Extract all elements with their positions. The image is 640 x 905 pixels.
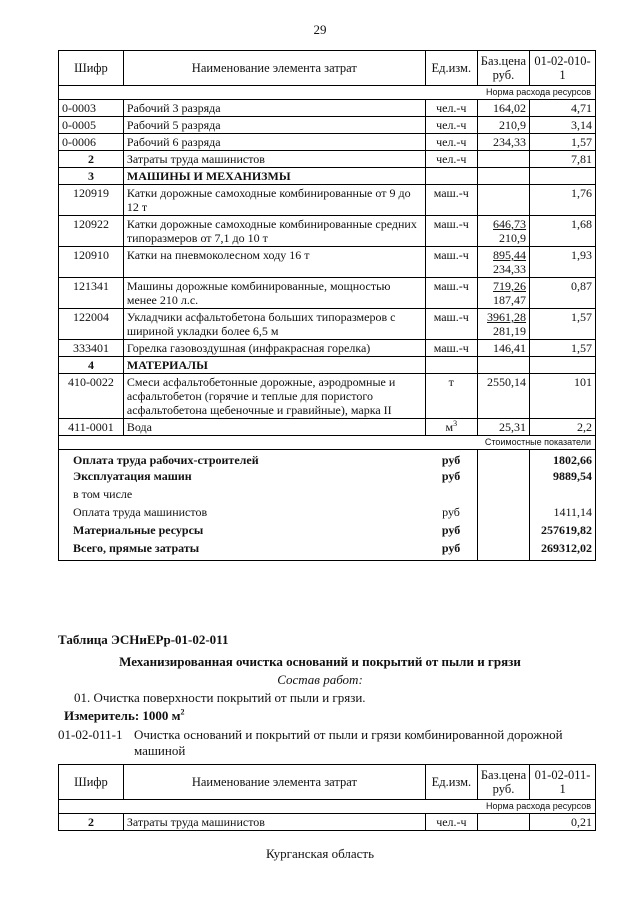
table-row: 2 Затраты труда машинистов чел.-ч 0,21	[59, 814, 596, 831]
header-name: Наименование элемента затрат	[123, 51, 425, 86]
cost-row: в том числе	[59, 486, 596, 504]
table-row: 122004 Укладчики асфальтобетона больших типоразмеров с шириной укладки более 6,5 м маш.-ч 3961,28 281,19 1,57	[59, 309, 596, 340]
header-unit: Ед.изм.	[425, 51, 477, 86]
table-subtitle: Механизированная очистка оснований и покрытий от пыли и грязи	[119, 654, 521, 669]
header-name: Наименование элемента затрат	[123, 765, 425, 800]
header-base-price: Баз.цена руб.	[477, 51, 529, 86]
norm-label-row: Норма расхода ресурсов	[59, 86, 596, 100]
page-number: 29	[313, 22, 327, 37]
section-row-machines: 3 МАШИНЫ И МЕХАНИЗМЫ	[59, 168, 596, 185]
header-base-price: Баз.цена руб.	[477, 765, 529, 800]
table-row: 121341 Машины дорожные комбинированные, мощностью менее 210 л.с. маш.-ч 719,26 187,47 0,87	[59, 278, 596, 309]
header-unit: Ед.изм.	[425, 765, 477, 800]
cost-label-row: Стоимостные показатели	[59, 436, 596, 450]
table-row: 333401 Горелка газовоздушная (инфракрасная горелка) маш.-ч 146,41 1,57	[59, 340, 596, 357]
item-code: 01-02-011-1	[58, 727, 123, 742]
item-description: Очистка оснований и покрытий от пыли и грязи комбинированной дорожной машиной	[134, 727, 563, 758]
cost-row: Эксплуатация машин руб 9889,54	[59, 468, 596, 486]
header-norm-code: 01-02-011-1	[530, 765, 596, 800]
table-header	[59, 765, 596, 800]
table-row: 410-0022 Смеси асфальтобетонные дорожные, аэродромные и асфальтобетон (горячие и теплые для пористого асфальтобетона щебеночные и гравийные), марка II т 2550,14 101	[59, 374, 596, 419]
table-row: 0-0005 Рабочий 5 разряда чел.-ч 210,9 3,14	[59, 117, 596, 134]
works-title: Состав работ:	[277, 672, 363, 687]
work-item: 01. Очистка поверхности покрытий от пыли и грязи.	[74, 690, 366, 705]
resource-table-1	[58, 50, 596, 561]
table-row: 120919 Катки дорожные самоходные комбинированные от 9 до 12 т маш.-ч 1,76	[59, 185, 596, 216]
cost-row: Всего, прямые затраты руб 269312,02	[59, 540, 596, 560]
cost-row: Материальные ресурсы руб 257619,82	[59, 522, 596, 540]
table-row: 2 Затраты труда машинистов чел.-ч 7,81	[59, 151, 596, 168]
header-norm-code: 01-02-010-1	[530, 51, 596, 86]
header-code: Шифр	[59, 765, 124, 800]
table-row: 411-0001 Вода $м^3$ 25,31 2,2	[59, 419, 596, 436]
measure: Измеритель: 1000 $м^2$	[64, 707, 185, 723]
table-title: Таблица ЭСНиЕРр-01-02-011	[58, 632, 229, 647]
table-row: 120922 Катки дорожные самоходные комбинированные средних типоразмеров от 7,1 до 10 т маш.-ч 646,73 210,9 1,68	[59, 216, 596, 247]
table-row: 0-0006 Рабочий 6 разряда чел.-ч 234,33 1,57	[59, 134, 596, 151]
norm-label-row: Норма расхода ресурсов	[59, 800, 596, 814]
resource-table-2	[58, 764, 596, 831]
header-code: Шифр	[59, 51, 124, 86]
table-header	[59, 51, 596, 86]
section-row-materials: 4 МАТЕРИАЛЫ	[59, 357, 596, 374]
table-row: 0-0003 Рабочий 3 разряда чел.-ч 164,02 4,71	[59, 100, 596, 117]
table-row: 120910 Катки на пневмоколесном ходу 16 т маш.-ч 895,44 234,33 1,93	[59, 247, 596, 278]
cost-row: Оплата труда машинистов руб 1411,14	[59, 504, 596, 522]
cost-row: Оплата труда рабочих-строителей руб 1802,66	[59, 450, 596, 469]
footer-region: Курганская область	[265, 846, 375, 861]
